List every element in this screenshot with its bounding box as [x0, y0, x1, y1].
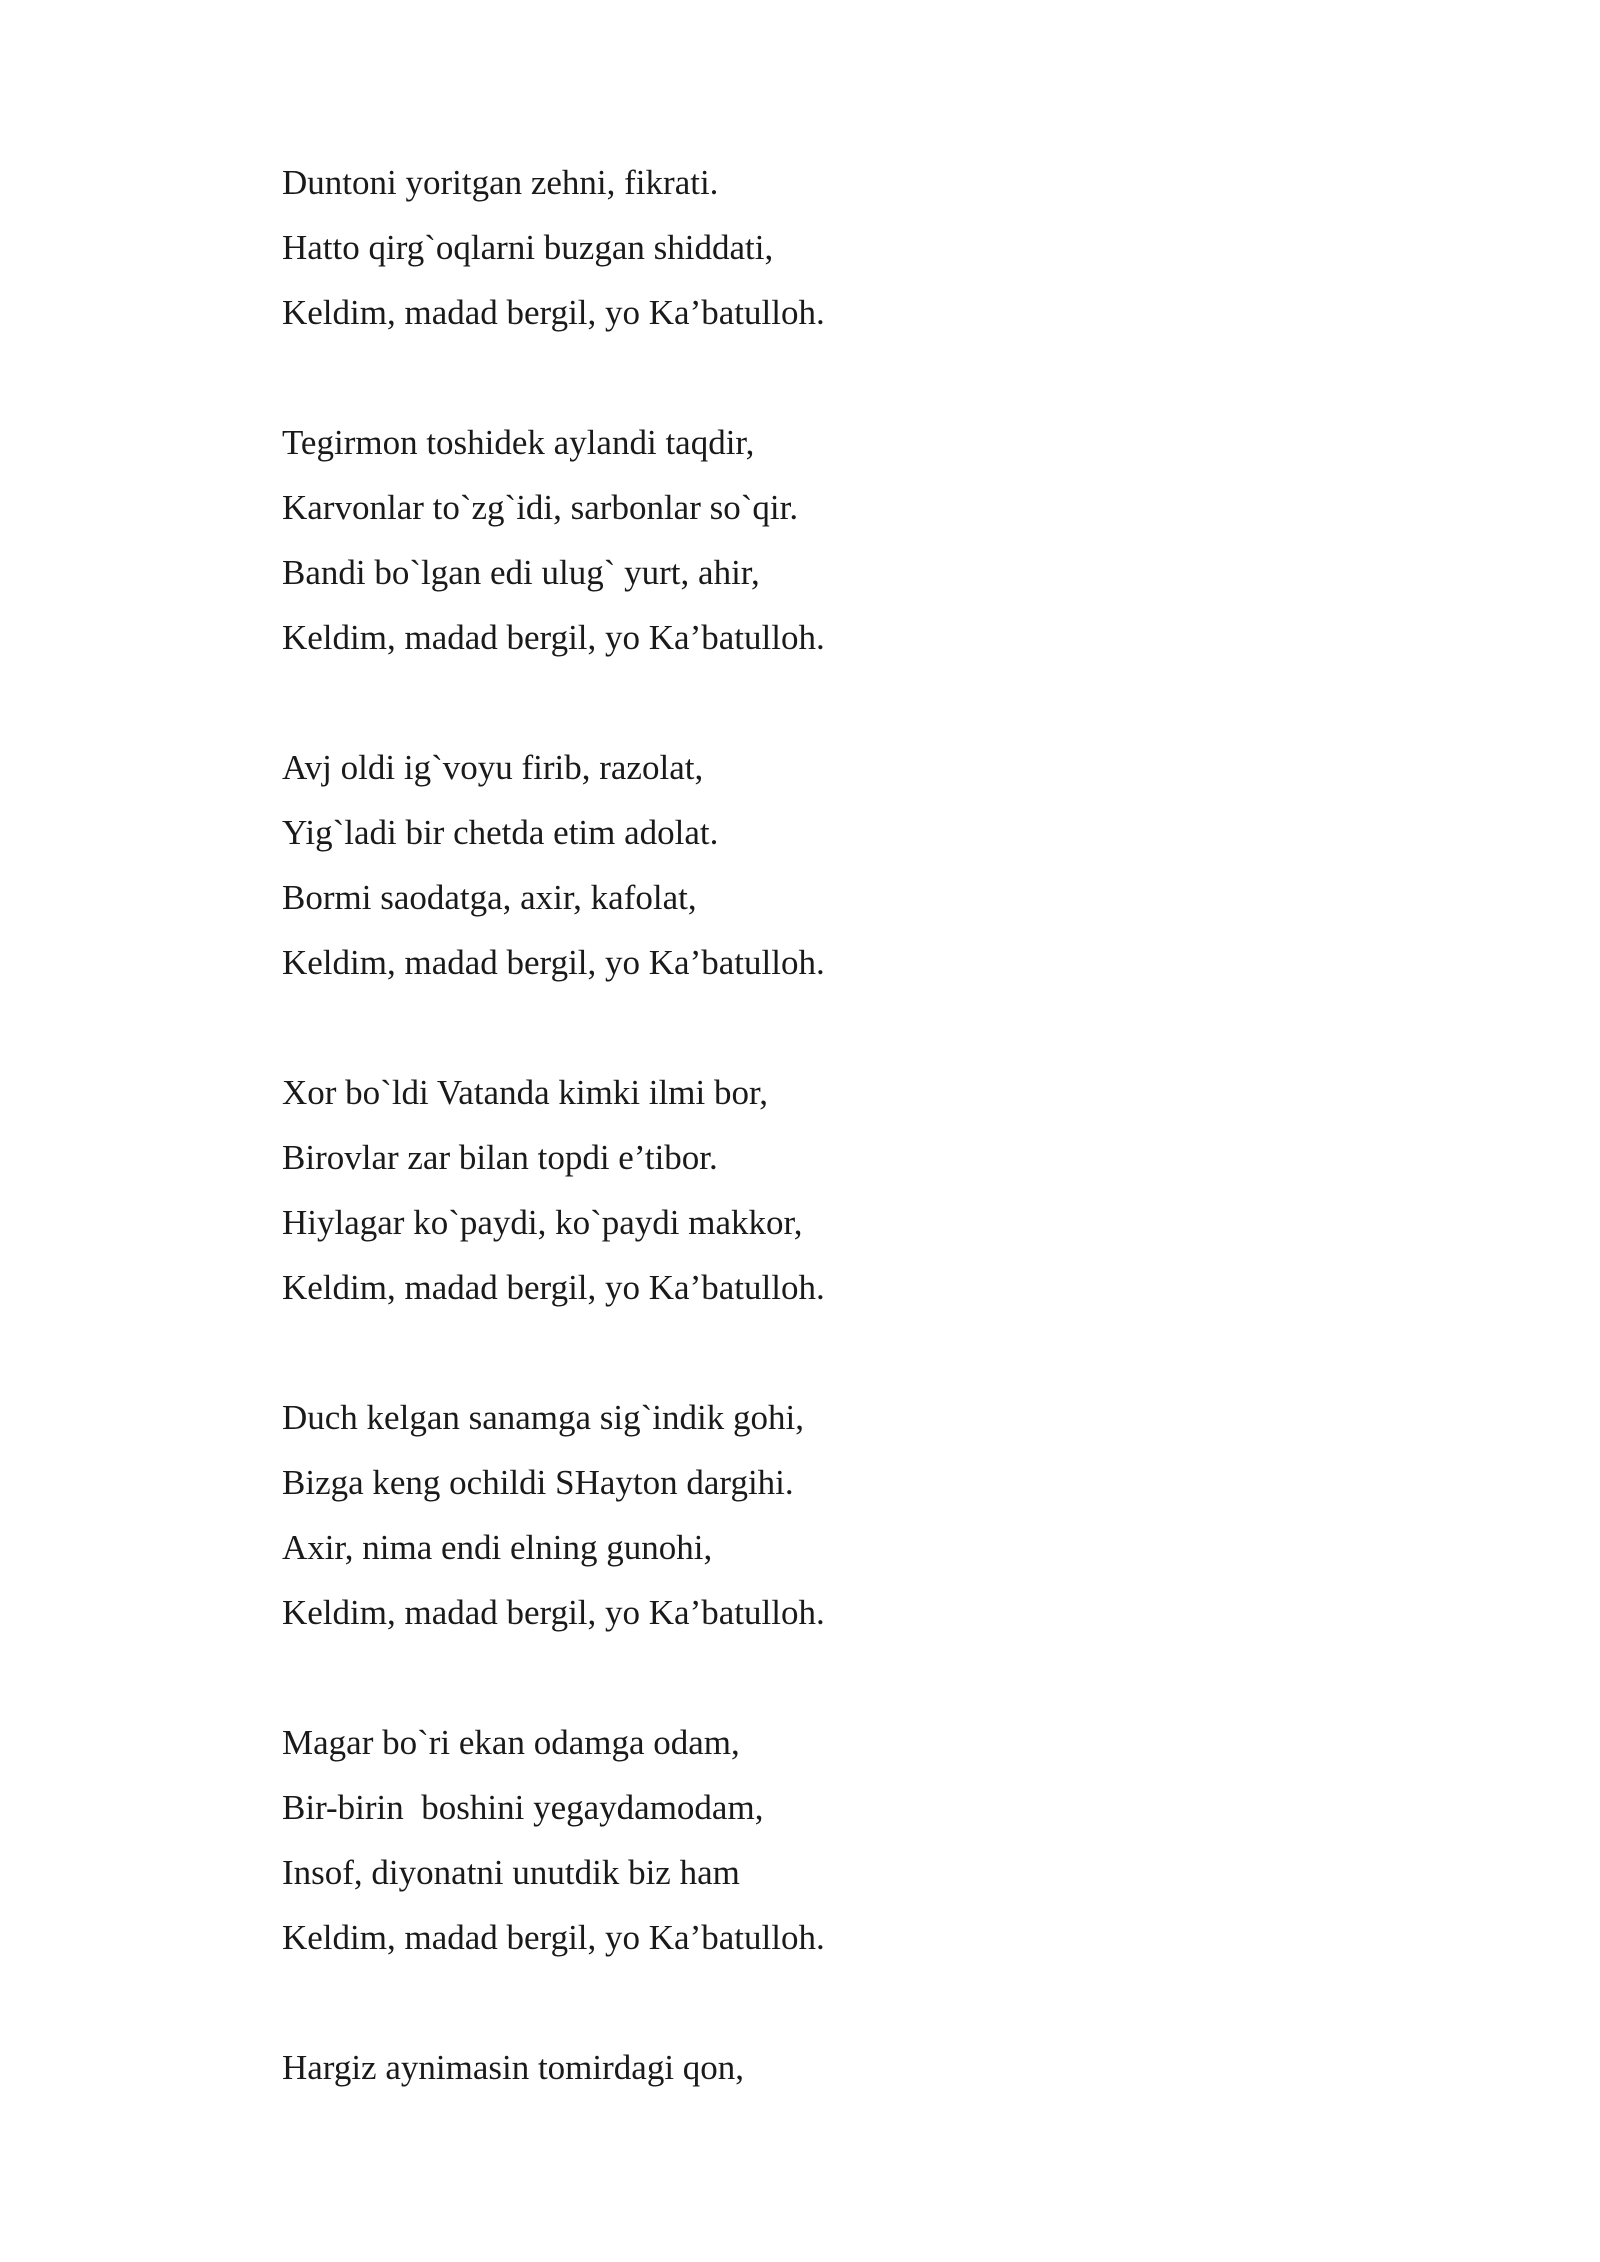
- poem-line: Bormi saodatga, axir, kafolat,: [282, 878, 697, 917]
- poem-line: Keldim, madad bergil, yo Ka’batulloh.: [282, 1268, 825, 1307]
- stanza-2: [282, 410, 1382, 670]
- poem-line: Insof, diyonatni unutdik biz ham: [282, 1853, 740, 1892]
- poem-line: Bir-birin boshini yegaydamodam,: [282, 1788, 764, 1827]
- poem-line: Birovlar zar bilan topdi e’tibor.: [282, 1138, 718, 1177]
- stanza-1: [282, 150, 1382, 345]
- poem-line: Bizga keng ochildi SHayton dargihi.: [282, 1463, 794, 1502]
- poem-line: Keldim, madad bergil, yo Ka’batulloh.: [282, 1593, 825, 1632]
- poem-line: Keldim, madad bergil, yo Ka’batulloh.: [282, 618, 825, 657]
- poem-line: Keldim, madad bergil, yo Ka’batulloh.: [282, 943, 825, 982]
- poem-line: Keldim, madad bergil, yo Ka’batulloh.: [282, 293, 825, 332]
- poem-line: Duch kelgan sanamga sig`indik gohi,: [282, 1398, 804, 1437]
- poem-line: Avj oldi ig`voyu firib, razolat,: [282, 748, 704, 787]
- stanza-3: [282, 735, 1382, 995]
- poem-line: Bandi bo`lgan edi ulug` yurt, ahir,: [282, 553, 760, 592]
- stanza-6: [282, 1710, 1382, 1970]
- poem-line: Magar bo`ri ekan odamga odam,: [282, 1723, 740, 1762]
- poem-line: Hiylagar ko`paydi, ko`paydi makkor,: [282, 1203, 803, 1242]
- poem-body: [282, 150, 1382, 2165]
- poem-line: Axir, nima endi elning gunohi,: [282, 1528, 713, 1567]
- poem-line: Duntoni yoritgan zehni, fikrati.: [282, 163, 719, 202]
- stanza-4: [282, 1060, 1382, 1320]
- poem-line: Yig`ladi bir chetda etim adolat.: [282, 813, 719, 852]
- poem-line: Keldim, madad bergil, yo Ka’batulloh.: [282, 1918, 825, 1957]
- poem-line: Tegirmon toshidek aylandi taqdir,: [282, 423, 755, 462]
- poem-line: Hargiz aynimasin tomirdagi qon,: [282, 2048, 745, 2087]
- poem-line: Xor bo`ldi Vatanda kimki ilmi bor,: [282, 1073, 768, 1112]
- stanza-5: [282, 1385, 1382, 1645]
- stanza-7: [282, 2035, 1382, 2100]
- poem-line: Hatto qirg`oqlarni buzgan shiddati,: [282, 228, 774, 267]
- poem-line: Karvonlar to`zg`idi, sarbonlar so`qir.: [282, 488, 799, 527]
